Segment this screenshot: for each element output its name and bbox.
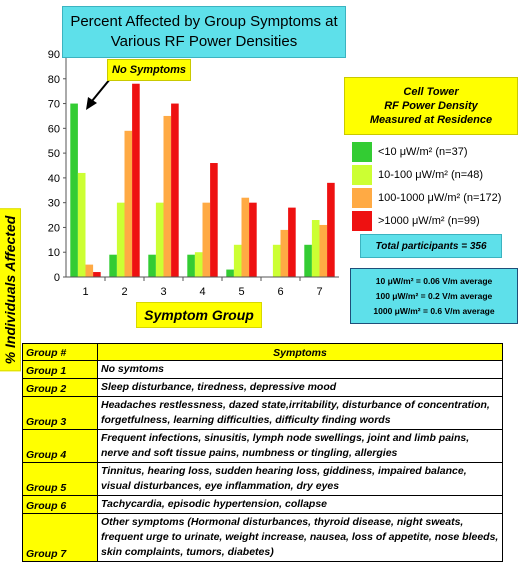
bar-group6-series2 — [273, 245, 281, 277]
table-row — [23, 430, 503, 463]
bar-group7-series1 — [304, 245, 312, 277]
bar-group1-series1 — [70, 104, 78, 277]
bar-group5-series2 — [234, 245, 242, 277]
table-header-row — [23, 344, 503, 361]
bar-group4-series1 — [187, 255, 195, 277]
no-symptoms-annotation: No Symptoms — [107, 59, 191, 81]
bar-group2-series4 — [132, 84, 140, 277]
legend-label: 100-1000 μW/m² (n=172) — [378, 191, 502, 204]
y-tick-label: 90 — [47, 49, 60, 61]
y-tick-label: 50 — [47, 148, 60, 161]
table-row — [23, 463, 503, 496]
group-cell: Group 7 — [23, 514, 98, 562]
legend-swatch — [352, 142, 372, 162]
legend-label: <10 μW/m² (n=37) — [378, 145, 468, 158]
legend-swatch — [352, 165, 372, 185]
symptoms-cell: Tinnitus, hearing loss, sudden hearing loss, giddiness, impaired balance, visual disturbances, eye inflammation, dry eyes — [98, 463, 503, 496]
bar-group6-series3 — [281, 230, 289, 277]
y-tick-label: 20 — [47, 222, 60, 235]
y-tick-label: 70 — [47, 98, 60, 111]
conversion-line-1: 10 μW/m² = 0.06 V/m average — [375, 275, 493, 286]
y-axis-title-text: % Individuals Affected — [0, 209, 21, 372]
bar-group5-series4 — [249, 203, 257, 277]
legend-title-line-2: RF Power Density — [384, 100, 478, 112]
header-group: Group # — [23, 344, 98, 361]
x-tick-label: 5 — [238, 286, 245, 298]
legend-item-10-100 — [352, 163, 522, 186]
bar-group4-series3 — [203, 203, 211, 277]
bar-group6-series4 — [288, 208, 296, 277]
y-tick-label: 30 — [47, 197, 60, 210]
bar-group2-series1 — [109, 255, 117, 277]
table-row — [23, 379, 503, 397]
bar-group1-series3 — [86, 265, 94, 277]
y-tick-label: 0 — [53, 272, 60, 284]
legend-title-line-3: Measured at Residence — [369, 114, 493, 126]
table-row — [23, 514, 503, 562]
annotation-arrow — [86, 79, 110, 110]
bar-group2-series2 — [117, 203, 125, 277]
y-tick-label: 80 — [47, 73, 60, 86]
group-cell: Group 2 — [23, 379, 98, 397]
x-tick-label: 4 — [199, 286, 206, 298]
x-tick-label: 3 — [160, 286, 167, 298]
bars — [70, 84, 334, 277]
y-tick-label: 60 — [47, 123, 60, 136]
table-row — [23, 361, 503, 379]
chart-title-line-2: Various RF Power Densities — [110, 33, 298, 50]
x-axis-title: Symptom Group — [136, 302, 262, 328]
symptoms-cell: Headaches restlessness, dazed state,irritability, disturbance of concentration, forgetfulness, learning difficulties, difficulty finding words — [98, 397, 503, 430]
legend-item-100-1000 — [352, 186, 522, 209]
group-cell: Group 4 — [23, 430, 98, 463]
conversion-box — [350, 268, 518, 324]
symptoms-cell: Sleep disturbance, tiredness, depressive mood — [98, 379, 503, 397]
bar-group4-series2 — [195, 252, 203, 277]
x-tick-label: 2 — [121, 286, 128, 298]
bar-group5-series3 — [242, 198, 250, 277]
bar-group2-series3 — [125, 131, 133, 277]
legend-item-lt10 — [352, 140, 522, 163]
group-cell: Group 3 — [23, 397, 98, 430]
legend — [352, 140, 522, 232]
bar-group1-series4 — [93, 272, 101, 277]
legend-swatch — [352, 188, 372, 208]
group-cell: Group 1 — [23, 361, 98, 379]
chart-title — [62, 6, 346, 58]
bar-group3-series2 — [156, 203, 164, 277]
legend-swatch — [352, 211, 372, 231]
conversion-line-3: 1000 μW/m² = 0.6 V/m average — [373, 305, 495, 316]
symptoms-cell: Other symptoms (Hormonal disturbances, thyroid disease, night sweats, frequent urge to urinate, weight increase, nausea, loss of appetite, nose bleeds, skin complaints, tumors, diabetes) — [98, 514, 503, 562]
x-axis-ticks — [82, 277, 322, 298]
bar-group7-series4 — [327, 183, 335, 277]
group-cell: Group 5 — [23, 463, 98, 496]
bar-group4-series4 — [210, 163, 218, 277]
legend-label: 10-100 μW/m² (n=48) — [378, 168, 484, 181]
x-tick-label: 1 — [82, 286, 89, 298]
symptoms-cell: No symtoms — [98, 361, 503, 379]
total-participants: Total participants = 356 — [360, 234, 502, 258]
bar-group7-series3 — [320, 225, 328, 277]
table-row — [23, 496, 503, 514]
bar-group3-series1 — [148, 255, 156, 277]
x-tick-label: 6 — [277, 286, 284, 298]
symptoms-cell: Tachycardia, episodic hypertension, collapse — [98, 496, 503, 514]
header-symptoms: Symptoms — [98, 344, 503, 361]
legend-title — [344, 77, 518, 135]
y-tick-label: 40 — [47, 172, 60, 185]
conversion-line-2: 100 μW/m² = 0.2 V/m average — [375, 290, 493, 301]
bar-group3-series4 — [171, 104, 179, 277]
legend-item-gt1000 — [352, 209, 522, 232]
bar-group5-series1 — [226, 270, 234, 277]
y-axis-ticks — [48, 49, 66, 284]
legend-title-line-1: Cell Tower — [403, 86, 459, 98]
y-tick-label: 10 — [47, 247, 60, 260]
symptoms-table — [22, 343, 503, 562]
x-tick-label: 7 — [316, 286, 323, 298]
symptoms-cell: Frequent infections, sinusitis, lymph node swellings, joint and limb pains, nerve and soft tissue pains, numbness or tingling, allergies — [98, 430, 503, 463]
chart-title-line-1: Percent Affected by Group Symptoms at — [70, 13, 338, 30]
group-cell: Group 6 — [23, 496, 98, 514]
bar-group1-series2 — [78, 173, 86, 277]
table-row — [23, 397, 503, 430]
legend-label: >1000 μW/m² (n=99) — [378, 214, 480, 227]
bar-group7-series2 — [312, 220, 320, 277]
bar-group3-series3 — [164, 116, 172, 277]
